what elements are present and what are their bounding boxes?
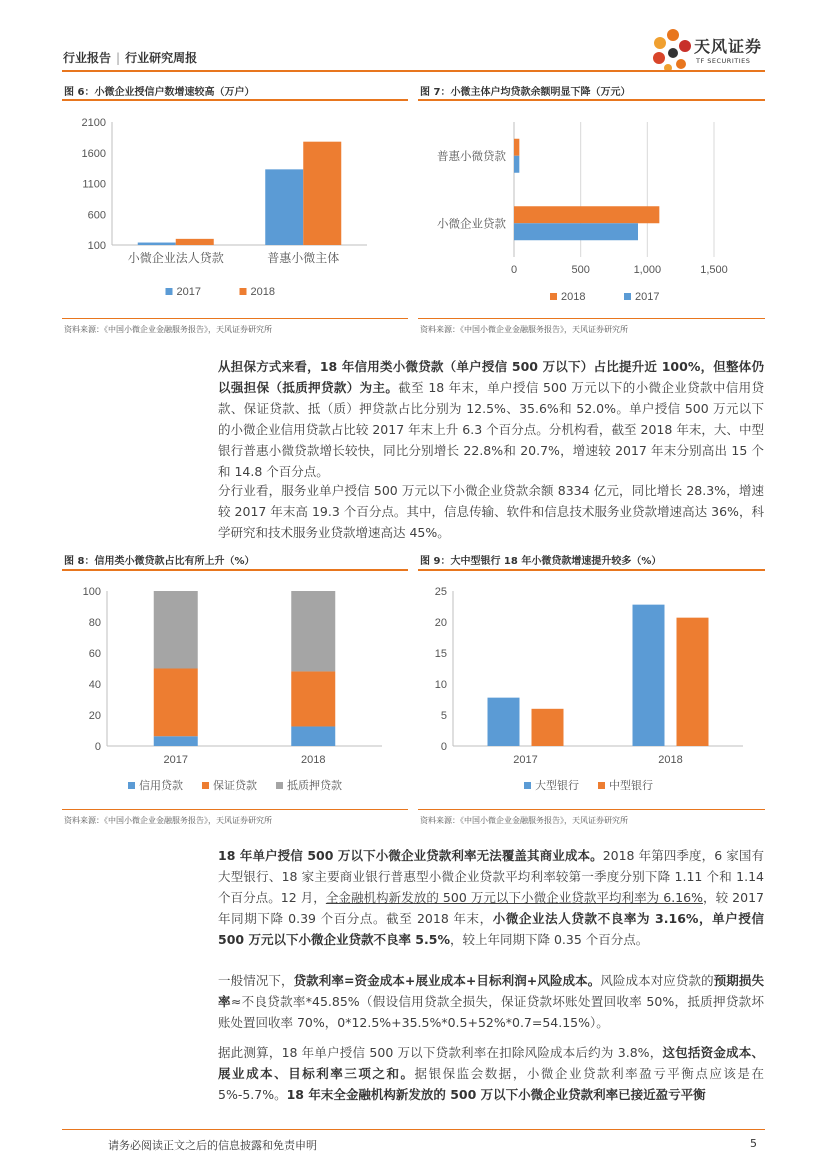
fig9-ytick-2: 10	[434, 679, 447, 691]
fig7-source: 资料来源：《中国小微企业金融服务报告》，天风证券研究所	[420, 325, 628, 334]
fig9-bar-2018-中型银行	[677, 618, 709, 746]
report-category: 行业报告	[63, 51, 112, 65]
fig9-bar-2017-大型银行	[488, 698, 520, 746]
fig7-bar-普惠小微贷款-2018	[514, 139, 519, 156]
fig8-chart	[62, 578, 408, 798]
fig9-top-rule	[418, 569, 765, 571]
fig7-legend-swatch-0	[550, 293, 557, 300]
fig7-xtick-2: 1,000	[633, 264, 662, 276]
logo-name-en: TF SECURITIES	[696, 57, 751, 65]
fig7-xtick-3: 1,500	[700, 264, 728, 276]
fig7-bar-小微企业贷款-2018	[514, 206, 659, 223]
fig7-bar-小微企业贷款-2017	[514, 223, 638, 240]
paragraph-formula	[218, 970, 764, 1033]
fig8-category-label-1: 2018	[301, 754, 326, 766]
fig6-legend-label-1: 2018	[250, 286, 275, 298]
paragraph-formula-equation: 贷款利率=资金成本+展业成本+目标利润+风险成本。	[293, 973, 601, 988]
fig8-legend-swatch-1	[202, 782, 209, 789]
fig8-ytick-0: 0	[94, 741, 101, 753]
fig9-source: 资料来源：《中国小微企业金融服务报告》，天风证券研究所	[420, 816, 628, 825]
fig8-bar-2017-保证贷款	[154, 669, 198, 737]
fig7-category-label-1: 小微企业贷款	[437, 218, 506, 231]
fig7-legend-swatch-1	[624, 293, 631, 300]
fig6-top-rule	[62, 99, 408, 101]
fig9-category-label-1: 2018	[658, 754, 683, 766]
fig9-bar-2018-大型银行	[633, 605, 665, 746]
fig8-top-rule	[62, 569, 408, 571]
paragraph-estimate	[218, 1042, 764, 1105]
fig8-legend-swatch-0	[128, 782, 135, 789]
flower-logo-icon	[647, 26, 693, 74]
fig8-bottom-rule	[62, 809, 408, 810]
fig9-legend-label-0: 大型银行	[535, 780, 579, 792]
fig8-bar-2018-保证贷款	[291, 671, 335, 726]
fig6-ytick-2: 1100	[82, 178, 106, 191]
fig9-chart	[418, 578, 765, 798]
paragraph-estimate-bold2: 18 年末全金融机构新发放的 500 万以下小微企业贷款利率已接近盈亏平衡	[286, 1087, 706, 1102]
paragraph-formula-expected-loss: 预期损失率	[218, 973, 764, 1009]
company-logo	[647, 26, 767, 74]
fig9-ytick-3: 15	[434, 648, 447, 660]
paragraph-guarantee-lead: 从担保方式来看，18 年信用类小微贷款（单户授信 500 万以下）占比提升近 100%，但整体仍以强担保（抵质押贷款）为主。	[218, 359, 764, 395]
fig9-ytick-1: 5	[440, 710, 447, 722]
fig6-legend-swatch-1	[240, 288, 247, 295]
fig6-bar-小微企业法人贷款-2018	[176, 239, 214, 245]
paragraph-guarantee	[218, 356, 764, 482]
fig9-ytick-5: 25	[434, 586, 447, 598]
fig8-source: 资料来源：《中国小微企业金融服务报告》，天风证券研究所	[64, 816, 272, 825]
fig8-bar-2017-抵质押贷款	[154, 591, 198, 669]
fig8-title: 图 8：信用类小微贷款占比有所上升（%）	[64, 556, 255, 567]
fig8-ytick-5: 100	[82, 586, 101, 598]
fig9-legend-label-1: 中型银行	[609, 780, 653, 792]
fig7-chart	[418, 105, 765, 310]
fig6-title: 图 6：小微企业授信户数增速较高（万户）	[64, 87, 255, 98]
fig7-bar-普惠小微贷款-2017	[514, 156, 519, 173]
fig7-xtick-1: 500	[571, 264, 590, 276]
fig8-bar-2018-抵质押贷款	[291, 591, 335, 671]
fig6-category-label-1: 普惠小微主体	[267, 251, 340, 265]
fig6-bar-普惠小微主体-2018	[303, 142, 341, 245]
paragraph-estimate-bold1: 这包括资金成本、展业成本、目标利率三项之和。	[218, 1045, 764, 1081]
fig7-top-rule	[418, 99, 765, 101]
fig9-bottom-rule	[418, 809, 765, 810]
fig6-category-label-0: 小微企业法人贷款	[127, 251, 224, 265]
paragraph-formula-text1: 一般情况下，	[218, 973, 294, 988]
paragraph-rate-cost-npl: 小微企业法人贷款不良率为 3.16%，单户授信 500 万元以下小微企业贷款不良率 5.5%	[218, 911, 764, 947]
fig7-legend-label-0: 2018	[561, 291, 586, 303]
fig8-ytick-1: 20	[88, 710, 101, 722]
header-divider	[62, 70, 765, 72]
logo-name-cn: 天风证券	[694, 37, 763, 56]
fig7-title: 图 7：小微主体户均贷款余额明显下降（万元）	[420, 87, 631, 98]
paragraph-formula-text2: 风险成本对应贷款的	[600, 973, 714, 988]
fig7-bottom-rule	[418, 318, 765, 319]
header-separator: |	[116, 51, 121, 65]
fig6-chart	[62, 105, 408, 305]
fig9-title: 图 9：大中型银行 18 年小微贷款增速提升较多（%）	[420, 556, 662, 567]
paragraph-estimate-text2: 据银保监会数据，小微企业贷款利率盈亏平衡点应该是在 5%-5.7%。	[218, 1066, 764, 1102]
fig7-category-label-0: 普惠小微贷款	[437, 150, 506, 163]
fig9-legend-swatch-0	[524, 782, 531, 789]
fig6-ytick-0: 100	[87, 240, 106, 252]
fig9-ytick-0: 0	[440, 741, 447, 753]
fig9-legend-swatch-1	[598, 782, 605, 789]
fig7-xtick-0: 0	[510, 264, 518, 276]
fig8-ytick-4: 80	[88, 617, 101, 629]
fig9-ytick-4: 20	[434, 617, 447, 629]
fig6-bottom-rule	[62, 318, 408, 319]
paragraph-rate-cost-text3: ，较上年同期下降 0.35 个百分点。	[449, 932, 649, 947]
fig6-legend-swatch-0	[166, 288, 173, 295]
paragraph-formula-text3: ≈不良贷款率*45.85%（假设信用贷款全损失，保证贷款坏账处置回收率 50%，抵质押贷款坏账处置回收率 70%，0*12.5%+35.5%*0.5+52%*0.7=54.15%）。	[218, 994, 764, 1030]
report-subcategory: 行业研究周报	[125, 51, 198, 65]
fig8-bar-2018-信用贷款	[291, 726, 335, 746]
fig6-ytick-4: 2100	[81, 117, 106, 129]
paragraph-rate-cost-text2: ，较 2017 年同期下降 0.39 个百分点。截至 2018 年末，	[218, 890, 764, 926]
paragraph-industry: 分行业看，服务业单户授信 500 万元以下小微企业贷款余额 8334 亿元，同比增长 28.3%，增速较 2017 年末高 19.3 个百分点。其中，信息传输、软件和信息技术服务业贷款增速高达 36%，科学研究和技术服务业贷款增速高达 45%。	[218, 483, 764, 540]
paragraph-rate-cost-underlined: 全金融机构新发放的 500 万元以下小微企业贷款平均利率为 6.16%	[325, 890, 703, 905]
fig8-legend-swatch-2	[276, 782, 283, 789]
fig9-category-label-0: 2017	[513, 754, 538, 766]
fig6-bar-小微企业法人贷款-2017	[138, 243, 176, 245]
paragraph-guarantee-body: 截至 18 年末，单户授信 500 万元以下的小微企业贷款中信用贷款、保证贷款、抵（质）押贷款占比分别为 12.5%、35.6%和 52.0%。单户授信 500 万元以下的小微企业信用贷款占比较 2017 年末上升 6.3 个百分点。分机构看，截至 2018 年末，大、中型银行普惠小微贷款增长较快，同比分别增长 22.8%和 20.7%，增速较 2017 年末分别高出 15 个和 14.8 个百分点。	[218, 380, 764, 479]
footer-disclaimer: 请务必阅读正文之后的信息披露和免责申明	[108, 1139, 317, 1152]
fig8-bar-2017-信用贷款	[154, 736, 198, 746]
paragraph-rate-cost-text1: 2018 年第四季度，6 家国有大型银行、18 家主要商业银行普惠型小微企业贷款平均利率较第一季度分别下降 1.11 个和 1.14 个百分点。12 月，	[218, 848, 765, 905]
report-header	[63, 49, 197, 66]
page-number: 5	[750, 1137, 757, 1150]
fig8-ytick-2: 40	[88, 679, 101, 691]
paragraph-rate-cost	[218, 845, 764, 950]
paragraph-estimate-text1: 据此测算，18 年单户授信 500 万以下贷款利率在扣除风险成本后约为 3.8%，	[218, 1045, 663, 1060]
fig9-bar-2017-中型银行	[532, 709, 564, 746]
fig7-legend-label-1: 2017	[635, 291, 660, 303]
fig6-legend-label-0: 2017	[176, 286, 201, 298]
fig6-ytick-3: 1600	[81, 147, 106, 160]
fig8-category-label-0: 2017	[163, 754, 188, 766]
fig6-source: 资料来源：《中国小微企业金融服务报告》，天风证券研究所	[64, 325, 272, 334]
fig8-legend-label-1: 保证贷款	[213, 780, 257, 792]
footer-divider	[62, 1129, 765, 1130]
paragraph-rate-cost-lead: 18 年单户授信 500 万以下小微企业贷款利率无法覆盖其商业成本。	[218, 848, 603, 863]
fig6-ytick-1: 600	[87, 209, 106, 222]
fig6-bar-普惠小微主体-2017	[265, 169, 303, 245]
fig8-ytick-3: 60	[88, 648, 101, 660]
fig8-legend-label-0: 信用贷款	[139, 780, 183, 792]
fig8-legend-label-2: 抵质押贷款	[287, 780, 342, 792]
